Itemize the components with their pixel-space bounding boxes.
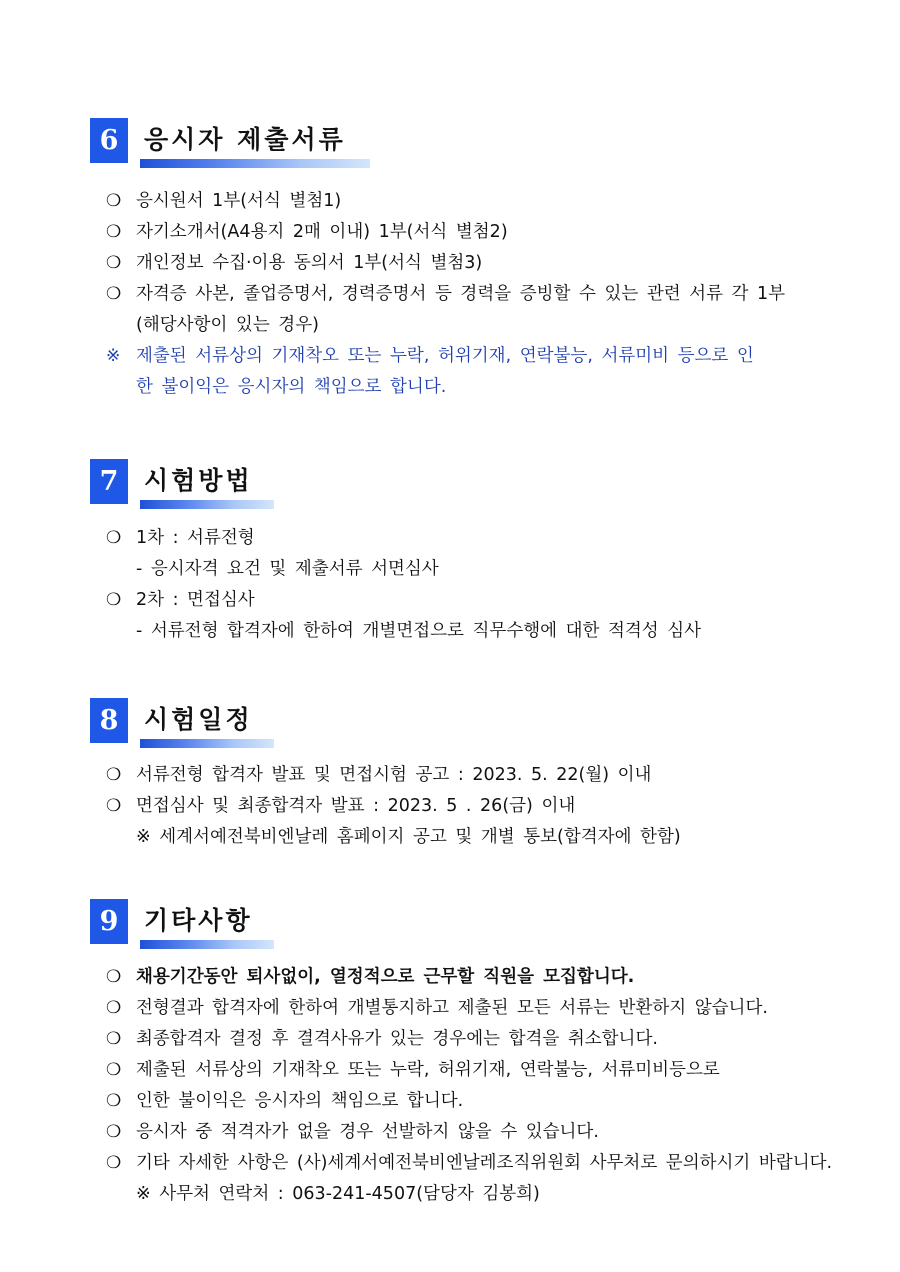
section-header — [90, 459, 830, 519]
item-text: 기타 자세한 사항은 (사)세계서예전북비엔날레조직위원회 사무처로 문의하시기 바랍니다. — [136, 1153, 833, 1173]
sub-item: - 서류전형 합격자에 한하여 개별면접으로 직무수행에 대한 적격성 심사 — [136, 621, 702, 641]
bullet-marker: ❍ — [106, 590, 122, 610]
section-number: 8 — [90, 698, 128, 743]
title-underline — [140, 739, 274, 748]
item-text: 응시자 중 적격자가 없을 경우 선발하지 않을 수 있습니다. — [136, 1122, 599, 1142]
section-header — [90, 698, 830, 758]
item-text: 자기소개서(A4용지 2매 이내) 1부(서식 별첨2) — [136, 222, 508, 242]
list-item — [90, 186, 830, 217]
section-number: 9 — [90, 899, 128, 944]
item-text: 인한 불이익은 응시자의 책임으로 합니다. — [136, 1091, 464, 1111]
item-text: 전형결과 합격자에 한하여 개별통지하고 제출된 모든 서류는 반환하지 않습니다. — [136, 998, 768, 1018]
sub-item: - 응시자격 요건 및 제출서류 서면심사 — [136, 559, 439, 579]
bullet-marker: ❍ — [106, 1029, 122, 1049]
item-text: 면접심사 및 최종합격자 발표 : 2023. 5 . 26(금) 이내 — [136, 796, 576, 816]
section-header — [90, 118, 830, 178]
note-text-continued: 한 불이익은 응시자의 책임으로 합니다. — [136, 377, 447, 397]
list-item — [90, 1055, 830, 1086]
note-text: 제출된 서류상의 기재착오 또는 누락, 허위기재, 연락불능, 서류미비 등으로 인 — [136, 346, 754, 366]
title-underline — [140, 940, 274, 949]
item-text: 채용기간동안 퇴사없이, 열정적으로 근무할 직원을 모집합니다. — [136, 967, 635, 987]
bullet-marker: ❍ — [106, 1060, 122, 1080]
bullet-marker: ❍ — [106, 1153, 122, 1173]
item-text: 제출된 서류상의 기재착오 또는 누락, 허위기재, 연락불능, 서류미비등으로 — [136, 1060, 720, 1080]
list-item — [90, 791, 830, 822]
list-item — [90, 1148, 833, 1179]
item-text: 응시원서 1부(서식 별첨1) — [136, 191, 342, 211]
section-header — [90, 899, 830, 959]
bullet-marker: ❍ — [106, 998, 122, 1018]
list-item — [90, 993, 830, 1024]
list-item — [90, 585, 830, 616]
section-title: 시험방법 — [144, 466, 253, 495]
contact-note: ※ 사무처 연락처 : 063-241-4507(담당자 김봉희) — [136, 1184, 540, 1204]
bullet-marker: ❍ — [106, 796, 122, 816]
item-text: 1차 : 서류전형 — [136, 528, 255, 548]
bullet-marker: ❍ — [106, 765, 122, 785]
list-item-emphasis — [90, 962, 830, 993]
note-item — [90, 341, 830, 403]
item-list — [90, 962, 833, 1210]
bullet-marker: ❍ — [106, 253, 122, 273]
section-number: 6 — [90, 118, 128, 163]
note-marker: ※ — [106, 346, 121, 366]
bullet-marker: ❍ — [106, 222, 122, 242]
item-list — [90, 760, 830, 853]
bullet-marker: ❍ — [106, 1122, 122, 1142]
list-item — [90, 217, 830, 248]
list-item — [90, 760, 830, 791]
item-list — [90, 523, 830, 647]
list-item — [90, 1117, 830, 1148]
bullet-marker: ❍ — [106, 284, 122, 304]
section-title: 기타사항 — [144, 906, 253, 935]
title-underline — [140, 159, 370, 168]
section-number: 7 — [90, 459, 128, 504]
section-6 — [90, 118, 830, 403]
bullet-marker: ❍ — [106, 1091, 122, 1111]
schedule-note: ※ 세계서예전북비엔날레 홈페이지 공고 및 개별 통보(합격자에 한함) — [136, 827, 681, 847]
item-text-continued: (해당사항이 있는 경우) — [136, 315, 319, 335]
section-8 — [90, 698, 830, 853]
list-item — [90, 1024, 830, 1055]
section-7 — [90, 459, 830, 647]
section-title: 시험일정 — [144, 705, 253, 734]
bullet-marker: ❍ — [106, 967, 122, 987]
list-item — [90, 248, 830, 279]
list-item — [90, 1086, 830, 1117]
item-text: 2차 : 면접심사 — [136, 590, 255, 610]
item-text: 최종합격자 결정 후 결격사유가 있는 경우에는 합격을 취소합니다. — [136, 1029, 658, 1049]
list-item — [90, 279, 830, 341]
item-text: 자격증 사본, 졸업증명서, 경력증명서 등 경력을 증빙할 수 있는 관련 서류 각 1부 — [136, 284, 786, 304]
title-underline — [140, 500, 274, 509]
section-9 — [90, 899, 833, 1210]
section-title: 응시자 제출서류 — [144, 125, 346, 154]
item-text: 개인정보 수집·이용 동의서 1부(서식 별첨3) — [136, 253, 483, 273]
bullet-marker: ❍ — [106, 528, 122, 548]
item-list — [90, 186, 830, 403]
item-text: 서류전형 합격자 발표 및 면접시험 공고 : 2023. 5. 22(월) 이내 — [136, 765, 652, 785]
list-item — [90, 523, 830, 554]
bullet-marker: ❍ — [106, 191, 122, 211]
